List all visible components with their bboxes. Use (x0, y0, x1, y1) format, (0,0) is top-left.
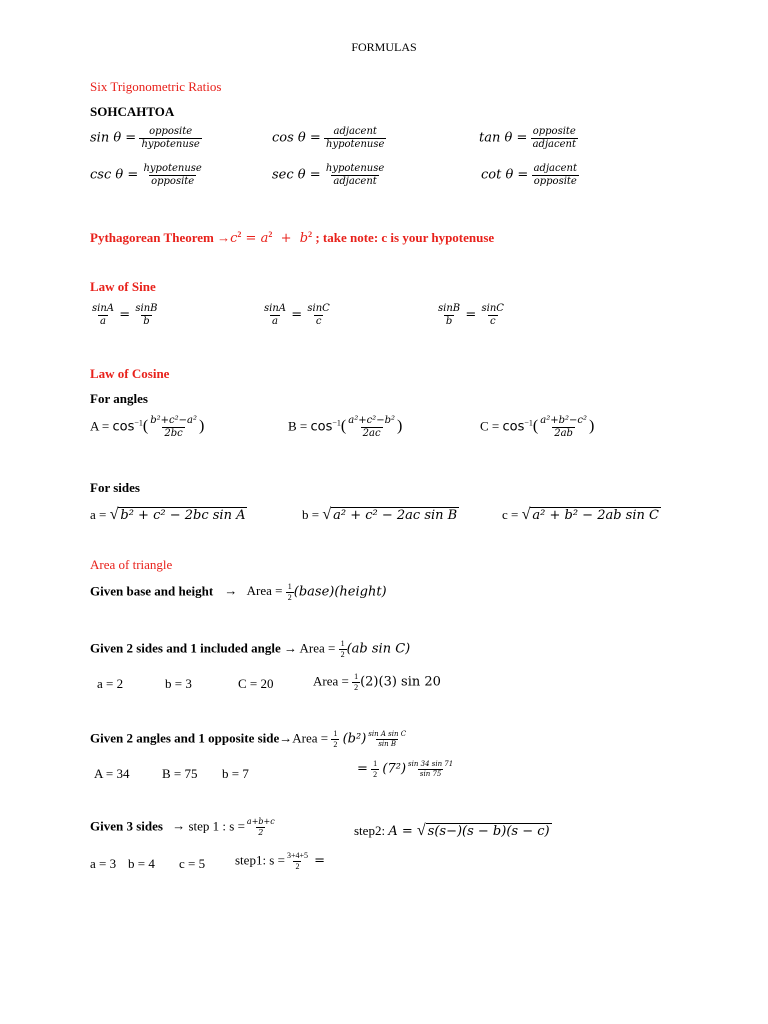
for-angles-label: For angles (90, 391, 148, 406)
cosine-side-a: a = √ b² + c² − 2bc sin A (90, 506, 246, 523)
for-sides-label: For sides (90, 480, 140, 495)
sas-example-b: b = 3 (165, 676, 192, 691)
sin-ratio: sin θ = $\frac{\text{opposite}}{\text{hypotenuse}}$ (90, 126, 200, 150)
law-of-cosine-heading: Law of Cosine (90, 366, 170, 381)
aas-example-c: b = 7 (222, 766, 249, 781)
cosine-angle-b: $B = \cos^{-1}$( $\frac{\text{a²+c²−b²}}{2ac}$ ) (288, 415, 403, 439)
law-of-sine-ac: $\frac{\sin A}{a}$ = $\frac{\sin C}{c}$ (264, 303, 330, 327)
sas-example-a: a = 2 (97, 676, 124, 691)
sas-example-area: Area = $\frac{1}{2}$ (2)(3) sin 20 (313, 672, 441, 692)
csc-ratio: csc θ = $\frac{\text{hypotenuse}}{\text{opposite}}$ (90, 163, 202, 187)
arrow-right-icon: → (279, 730, 293, 746)
aas-example-a: A = 34 (94, 766, 130, 781)
page-title: FORMULAS (351, 40, 417, 54)
sss-example-c: c = 5 (179, 856, 206, 871)
cos-ratio: cos θ = $\frac{\text{adjacent}}{\text{hypotenuse}}$ (272, 126, 385, 150)
cosine-side-b: b = √ a² + c² − 2ac sin B (302, 506, 458, 523)
sss-step2: step2: A = √ s(s−)(s − b)(s − c) (354, 822, 550, 839)
cosine-angle-a: $A = \cos^{-1}$( $\frac{\text{b²+c²−a²}}{2bc}$ ) (90, 415, 205, 439)
law-of-sine-bc: $\frac{\sin B}{b}$ = $\frac{\sin C}{c}$ (438, 303, 504, 327)
law-of-sine-ab: $\frac{\sin A}{a}$ = $\frac{\sin B}{b}$ (92, 303, 158, 327)
sss-example-step1: step1: s = $\frac{3+4+5}{2}$ = (235, 851, 326, 871)
area-base-height: Given base and height → Area = $\frac{1}{2}$ (base)(height) (90, 582, 387, 602)
cosine-side-c: c = √ a² + b² − 2ab sin C (502, 506, 659, 523)
area-heading: Area of triangle (90, 557, 173, 572)
arrow-right-icon: → (217, 230, 231, 245)
sohcahtoa-label: SOHCAHTOA (90, 104, 175, 119)
area-sss: Given 3 sides → step 1 : s = $\frac{a+b+c}{2}$ (90, 817, 275, 837)
arrow-right-icon: → (224, 583, 238, 599)
sss-example-a: a = 3 (90, 856, 117, 871)
tan-ratio: tan θ = $\frac{\text{opposite}}{\text{adjacent}}$ (479, 126, 576, 150)
law-of-sine-heading: Law of Sine (90, 279, 156, 294)
area-sas: Given 2 sides and 1 included angle → Area = $\frac{1}{2}$ (ab sin C) (90, 639, 411, 659)
pythagorean-theorem: Pythagorean Theorem $\to c^2 = a^2 + b^2$ ; take note: c is your hypotenuse (90, 230, 495, 246)
arrow-right-icon: → (172, 818, 186, 834)
sec-ratio: sec θ = $\frac{\text{hypotenuse}}{\text{adjacent}}$ (272, 163, 385, 187)
cosine-angle-c: $C = \cos^{-1}$( $\frac{\text{a²+b²−c²}}{2ab}$ ) (480, 415, 595, 439)
sas-example-c: C = 20 (238, 676, 274, 691)
sss-example-b: b = 4 (128, 856, 155, 871)
arrow-right-icon: → (283, 640, 297, 656)
cot-ratio: cot θ = $\frac{\text{adjacent}}{\text{opposite}}$ (481, 163, 577, 187)
trig-heading: Six Trigonometric Ratios (90, 79, 222, 94)
area-aas: Given 2 angles and 1 opposite side→Area = $\frac{1}{2}$ (b²) $\frac{\text{sin A sin C}}{\text{sin B}}$ (90, 729, 407, 749)
aas-example-area: = $\frac{1}{2}$ (7²) $\frac{\sin 34 \sin 71}{\sin 75}$ (357, 759, 454, 779)
aas-example-b: B = 75 (162, 766, 198, 781)
